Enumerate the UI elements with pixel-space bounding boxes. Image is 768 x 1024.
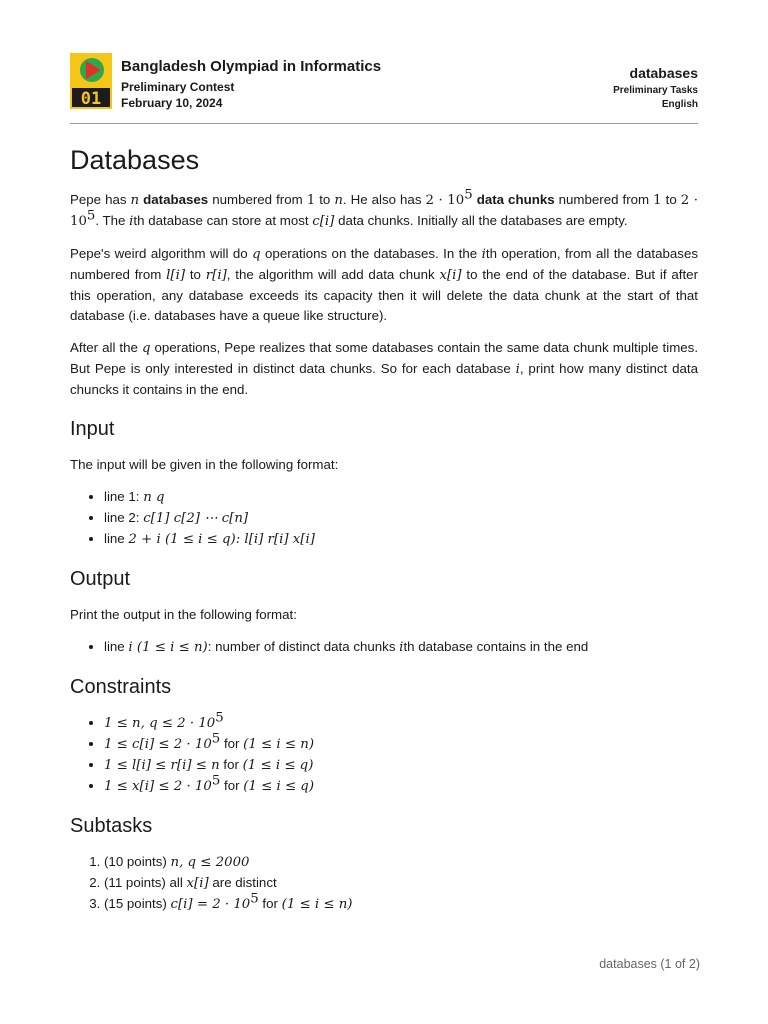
constraints-heading: Constraints	[70, 676, 172, 698]
svg-text:01: 01	[80, 89, 102, 109]
list-item: • $1 \le x[i] \le 2 \cdot 10^5$ for (1 ≤ i ≤ q)	[104, 776, 698, 797]
list-item: 1. (10 points) n, q ≤ 2000	[104, 852, 698, 873]
input-format-list	[70, 487, 698, 550]
contest-date: February 10, 2024	[121, 96, 223, 110]
task-id: databases	[629, 65, 698, 81]
list-item: 2. (11 points) all x[i] are distinct	[104, 873, 698, 894]
subtasks-list	[70, 852, 698, 915]
list-item: 3. (15 points) $c[i] = 2 \cdot 10^5$ for (1 ≤ i ≤ n)	[104, 894, 698, 915]
problem-statement	[70, 140, 698, 927]
task-category: Preliminary Tasks	[613, 85, 698, 96]
page-header	[70, 53, 698, 123]
input-heading: Input	[70, 418, 115, 440]
list-item: • line 1: n q	[104, 487, 698, 508]
header-divider	[70, 123, 698, 124]
list-item: • line 2: c[1] c[2] ⋯ c[n]	[104, 508, 698, 529]
page-title: Databases	[70, 145, 200, 175]
output-format-list	[70, 637, 698, 658]
list-item: • 1 ≤ l[i] ≤ r[i] ≤ n for (1 ≤ i ≤ q)	[104, 755, 698, 776]
page-footer: databases (1 of 2)	[599, 957, 700, 971]
list-item: • line 2 + i (1 ≤ i ≤ q): l[i] r[i] x[i]	[104, 529, 698, 550]
list-item: • line i (1 ≤ i ≤ n): number of distinct data chunks ith database contains in the end	[104, 637, 698, 658]
list-item: • $1 \le c[i] \le 2 \cdot 10^5$ for (1 ≤ i ≤ n)	[104, 734, 698, 755]
output-heading: Output	[70, 568, 131, 590]
statement-paragraph-3: After all the q operations, Pepe realizes that some databases contain the same data chunk multiple times. But Pepe is only interested in distinct data chunks. So for each database i, print how many distinct data chuncks it contains in the end.	[70, 340, 699, 397]
constraints-list	[70, 710, 698, 797]
input-intro: The input will be given in the following format:	[70, 457, 339, 472]
contest-name: Preliminary Contest	[121, 80, 235, 94]
organization-name: Bangladesh Olympiad in Informatics	[121, 58, 382, 75]
list-item: • 1 ≤ n, $q \le 2 \cdot 10^5$	[104, 713, 698, 734]
subtasks-heading: Subtasks	[70, 815, 153, 837]
statement-paragraph-2: Pepe's weird algorithm will do q operations on the databases. In the ith operation, from all the databases numbered from l[i] to r[i], the algorithm will add data chunk x[i] to the end of the database. But if after this operation, any database exceeds its capacity then it will delete the data chunk at the start of that database (i.e. databases have a queue like structure).	[70, 246, 699, 323]
task-language: English	[661, 99, 698, 110]
olympiad-logo-icon	[70, 53, 112, 109]
output-intro: Print the output in the following format:	[70, 607, 297, 622]
statement-paragraph-1: Pepe has n databases numbered from 1 to n. He also has $2 \cdot 10^5$ data chunks numbered from 1 to $2 \cdot 10^5$. The ith database can store at most c[i] data chunks. Initially all the databases are empty.	[70, 187, 698, 229]
